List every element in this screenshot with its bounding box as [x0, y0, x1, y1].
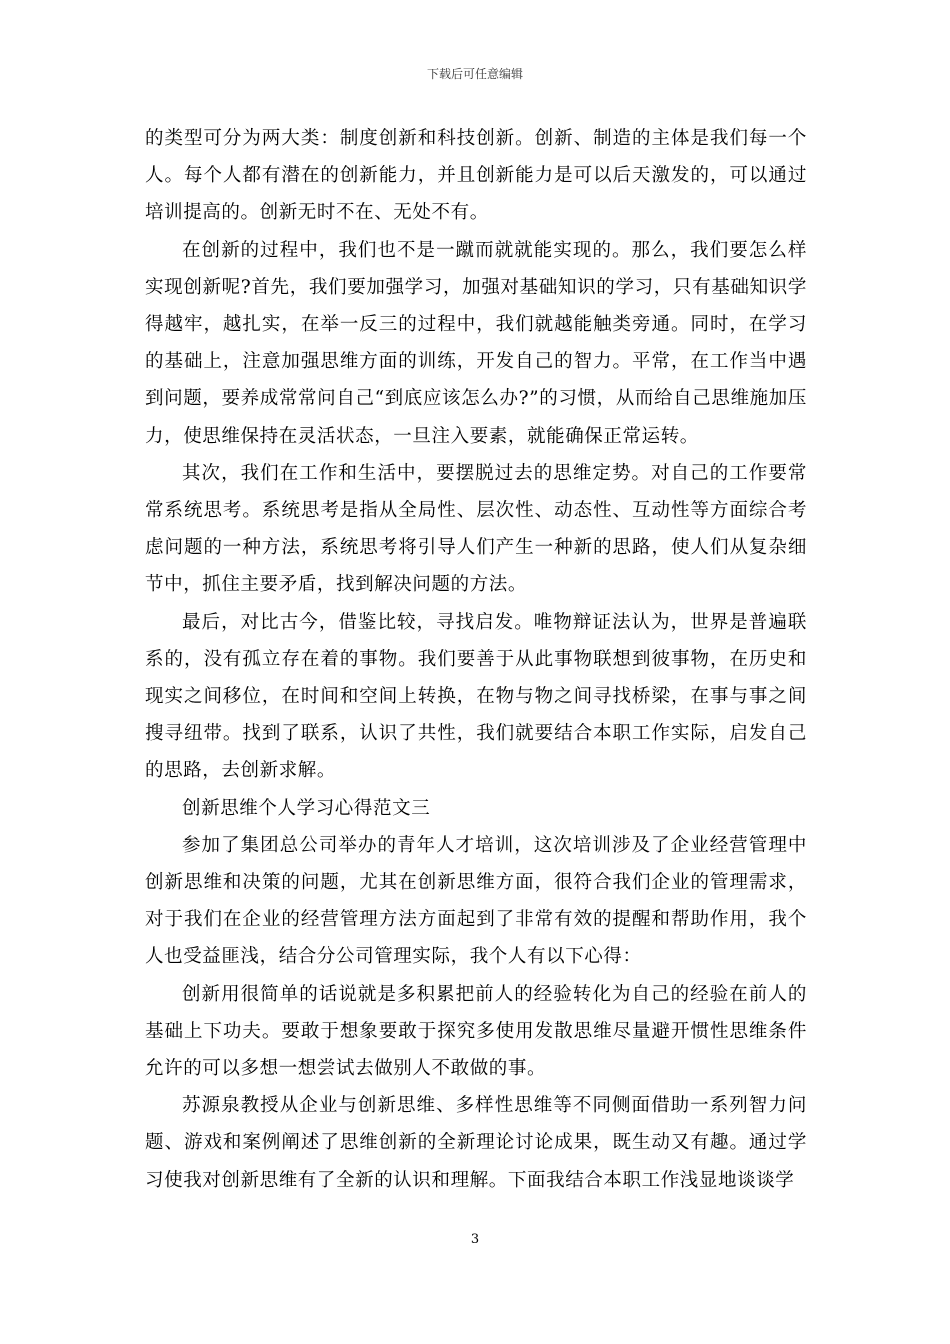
paragraph-training-intro: 参加了集团总公司举办的青年人才培训，这次培训涉及了企业经营管理中创新思维和决策的问题，尤其在创新思维方面，很符合我们企业的管理需求，对于我们在企业的经营管理方法方面起到了非常有效的提醒和帮助作用，我个人也受益匪浅，结合分公司管理实际，我个人有以下心得：	[145, 834, 807, 968]
paragraph-professor-lecture: 苏源泉教授从企业与创新思维、多样性思维等不同侧面借助一系列智力问题、游戏和案例阐述了思维创新的全新理论讨论成果，既生动又有趣。通过学习使我对创新思维有了全新的认识和理解。下面我结合本职工作浅显地谈谈学	[145, 1095, 807, 1191]
paragraph-realizing-innovation: 在创新的过程中，我们也不是一蹴而就就能实现的。那么，我们要怎么样实现创新呢?首先，我们要加强学习，加强对基础知识的学习，只有基础知识学得越牢，越扎实，在举一反三的过程中，我们就越能触类旁通。同时，在学习的基础上，注意加强思维方面的训练，开发自己的智力。平常，在工作当中遇到问题，要养成常常问自己“到底应该怎么办?”的习惯，从而给自己思维施加压力，使思维保持在灵活状态，一旦注入要素，就能确保正常运转。	[145, 239, 807, 447]
paragraph-compare-past-present: 最后，对比古今，借鉴比较，寻找启发。唯物辩证法认为，世界是普遍联系的，没有孤立存在着的事物。我们要善于从此事物联想到彼事物，在历史和现实之间移位，在时间和空间上转换，在物与物之间寻找桥梁，在事与事之间搜寻纽带。找到了联系，认识了共性，我们就要结合本职工作实际，启发自己的思路，去创新求解。	[145, 611, 807, 782]
paragraph-continuation: 的类型可分为两大类：制度创新和科技创新。创新、制造的主体是我们每一个人。每个人都有潜在的创新能力，并且创新能力是可以后天激发的，可以通过培训提高的。创新无时不在、无处不有。	[145, 128, 807, 224]
paragraph-innovation-definition: 创新用很简单的话说就是多积累把前人的经验转化为自己的经验在前人的基础上下功夫。要敢于想象要敢于探究多使用发散思维尽量避开惯性思维条件允许的可以多想一想尝试去做别人不敢做的事。	[145, 983, 807, 1080]
document-body	[145, 120, 807, 1199]
page-number: 3	[470, 1232, 480, 1247]
section-heading: 创新思维个人学习心得范文三	[182, 797, 431, 819]
page-header: 下载后可任意编辑	[426, 67, 523, 81]
paragraph-systematic-thinking: 其次，我们在工作和生活中，要摆脱过去的思维定势。对自己的工作要常常系统思考。系统思考是指从全局性、层次性、动态性、互动性等方面综合考虑问题的一种方法，系统思考将引导人们产生一种新的思路，使人们从复杂细节中，抓住主要矛盾，找到解决问题的方法。	[145, 462, 807, 596]
